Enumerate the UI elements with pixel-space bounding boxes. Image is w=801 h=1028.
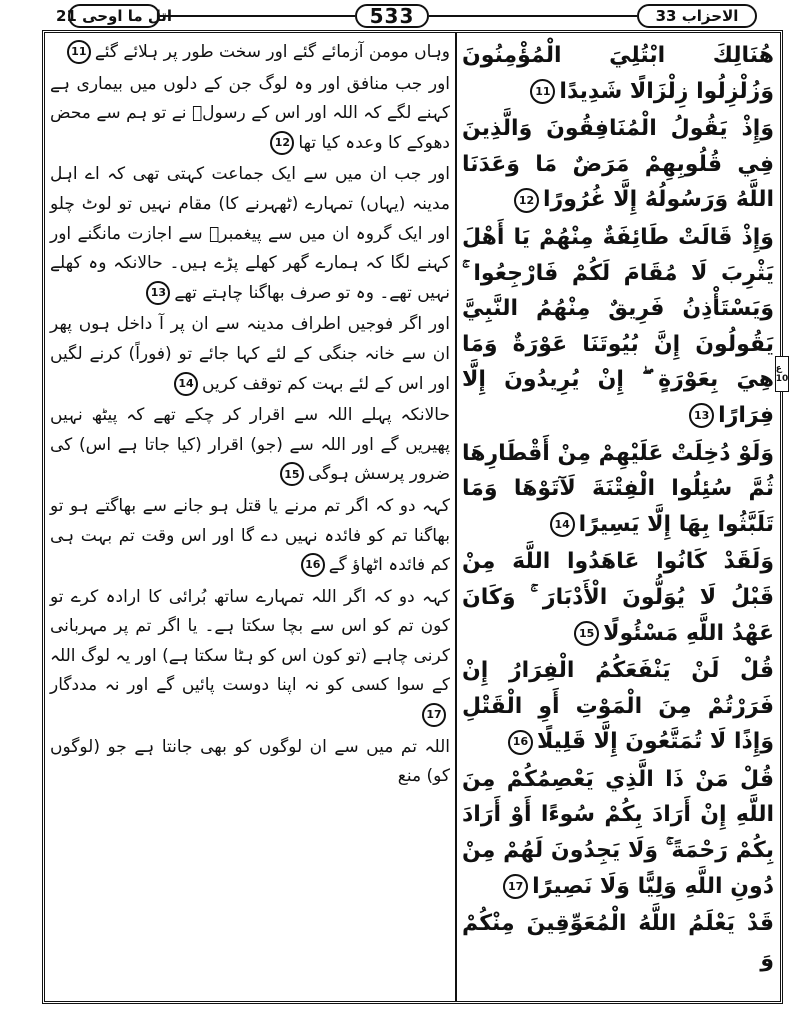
- urdu-text: وہاں مومن آزمائے گئے اور سخت طور پر ہلائے گئے: [94, 42, 450, 62]
- arabic-text-column: [462, 38, 774, 979]
- ayah-marker-icon: 11: [67, 40, 91, 64]
- urdu-translation-column: [50, 38, 450, 794]
- arabic-text: وَإِذْ يَقُولُ الْمُنَافِقُونَ وَالَّذِينَ فِي قُلُوبِهِمْ مَرَضٌ مَا وَعَدَنَا اللَّهُ وَرَسُولُهُ إِلَّا غُرُورًا: [462, 116, 774, 213]
- urdu-text: اور جب ان میں سے ایک جماعت کہتی تھی کہ اے اہل مدینہ (یہاں) تمہارے (ٹھہرنے کا) مقام نہیں تو لوٹ چلو اور ایک گروہ ان میں سے پیغمبرؐ سے اجازت مانگنے اور کہنے لگا کہ ہمارے گھر کھلے پڑے ہیں۔ حالانکہ وہ کھلے نہیں تھے۔ وہ تو صرف بھاگنا چاہتے تھے: [50, 164, 450, 303]
- ruku-marker: ع 10: [775, 356, 789, 392]
- urdu-text: کہہ دو کہ اگر اللہ تمہارے ساتھ بُرائی کا ارادہ کرے تو کون تم کو اس سے بچا سکتا ہے۔ یا اگر تم پر مہربانی کرنی چاہے (تو کون اس کو ہٹا سکتا ہے) اور یہ لوگ اللہ کے سوا کسی کو نہ اپنا دوست پائیں گے اور نہ مددگار: [50, 586, 450, 696]
- ayah-marker-icon: 13: [146, 281, 170, 305]
- ayah-marker-icon: 17: [503, 874, 528, 899]
- arabic-verse-17: [462, 762, 774, 904]
- ayah-marker-icon: 15: [574, 621, 599, 646]
- arabic-text: قَدْ يَعْلَمُ اللَّهُ الْمُعَوِّقِينَ مِنْكُمْ وَ: [462, 911, 774, 972]
- ayah-marker-icon: 13: [689, 403, 714, 428]
- arabic-verse-16: [462, 653, 774, 760]
- arabic-verse-13: [462, 220, 774, 434]
- arabic-text: قُلْ لَنْ يَنْفَعَكُمُ الْفِرَارُ إِنْ فَرَرْتُمْ مِنَ الْمَوْتِ أَوِ الْقَتْلِ وَإِذًا لَا تُمَتَّعُونَ إِلَّا قَلِيلًا: [462, 658, 774, 755]
- urdu-text: اور اگر فوجیں اطراف مدینہ سے ان پر آ داخل ہوں پھر ان سے خانہ جنگی کے لئے کہا جائے تو (فوراً) کرنے لگیں اور اس کے لئے بہت کم توقف کریں: [50, 314, 450, 394]
- arabic-verse-14: [462, 436, 774, 543]
- column-divider: [455, 33, 457, 1001]
- urdu-verse-11: [50, 38, 450, 68]
- arabic-verse-18-start: [462, 906, 774, 977]
- arabic-verse-12: [462, 111, 774, 218]
- urdu-verse-17: [50, 583, 450, 731]
- urdu-verse-16: [50, 492, 450, 581]
- surah-label: الاحزاب 33: [637, 4, 757, 28]
- urdu-text: حالانکہ پہلے اللہ سے اقرار کر چکے تھے کہ پیٹھ نہیں پھیریں گے اور اللہ سے (جو) اقرار (کیا جاتا ہے اس) کی ضرور پرسش ہوگی: [50, 405, 450, 485]
- arabic-text: هُنَالِكَ ابْتُلِيَ الْمُؤْمِنُونَ وَزُلْزِلُوا زِلْزَالًا شَدِيدًا: [462, 43, 774, 104]
- ayah-marker-icon: 12: [514, 188, 539, 213]
- ayah-marker-icon: 16: [301, 553, 325, 577]
- urdu-verse-13: [50, 160, 450, 308]
- ayah-marker-icon: 17: [422, 703, 446, 727]
- page-number: 533: [355, 4, 429, 28]
- ayah-marker-icon: 14: [174, 372, 198, 396]
- arabic-text: وَإِذْ قَالَتْ طَائِفَةٌ مِنْهُمْ يَا أَهْلَ يَثْرِبَ لَا مُقَامَ لَكُمْ فَارْجِعُوا ۚ وَيَسْتَأْذِنُ فَرِيقٌ مِنْهُمُ النَّبِيَّ يَقُولُونَ إِنَّ بُيُوتَنَا عَوْرَةٌ وَمَا هِيَ بِعَوْرَةٍ ۖ إِنْ يُرِيدُونَ إِلَّا فِرَارًا: [462, 224, 774, 428]
- urdu-text: اللہ تم میں سے ان لوگوں کو بھی جانتا ہے جو (لوگوں کو) منع: [50, 736, 450, 787]
- ayah-marker-icon: 11: [530, 79, 555, 104]
- ayah-marker-icon: 12: [270, 131, 294, 155]
- arabic-verse-15: [462, 544, 774, 651]
- ayah-marker-icon: 14: [550, 512, 575, 537]
- para-label: اتل ما اوحی 21: [68, 4, 160, 28]
- arabic-text: قُلْ مَنْ ذَا الَّذِي يَعْصِمُكُمْ مِنَ اللَّهِ إِنْ أَرَادَ بِكُمْ سُوءًا أَوْ أَرَادَ بِكُمْ رَحْمَةً ۚ وَلَا يَجِدُونَ لَهُمْ مِنْ دُونِ اللَّهِ وَلِيًّا وَلَا نَصِيرًا: [462, 766, 774, 899]
- arabic-verse-11: [462, 38, 774, 109]
- header-rule-left: [160, 15, 355, 17]
- ayah-marker-icon: 16: [508, 730, 533, 755]
- urdu-text: کہہ دو کہ اگر تم مرنے یا قتل ہو جانے سے بھاگتے ہو تو بھاگنا تم کو فائدہ نہیں دے گا اور اس وقت تم بہت ہی کم فائدہ اٹھاؤ گے: [50, 495, 450, 576]
- arabic-text: وَلَقَدْ كَانُوا عَاهَدُوا اللَّهَ مِنْ قَبْلُ لَا يُوَلُّونَ الْأَدْبَارَ ۚ وَكَانَ عَهْدُ اللَّهِ مَسْئُولًا: [462, 549, 774, 646]
- arabic-text: وَلَوْ دُخِلَتْ عَلَيْهِمْ مِنْ أَقْطَارِهَا ثُمَّ سُئِلُوا الْفِتْنَةَ لَآتَوْهَا وَمَا تَلَبَّثُوا بِهَا إِلَّا يَسِيرًا: [462, 440, 774, 537]
- ayah-marker-icon: 15: [280, 462, 304, 486]
- urdu-text: اور جب منافق اور وہ لوگ جن کے دلوں میں بیماری ہے کہنے لگے کہ اللہ اور اس کے رسولؐ نے تو ہم سے محض دھوکے کا وعدہ کیا تھا: [50, 73, 450, 153]
- urdu-verse-15: [50, 401, 450, 490]
- header-rule-right: [429, 15, 637, 17]
- urdu-verse-18-start: [50, 733, 450, 792]
- urdu-verse-12: [50, 70, 450, 159]
- urdu-verse-14: [50, 310, 450, 399]
